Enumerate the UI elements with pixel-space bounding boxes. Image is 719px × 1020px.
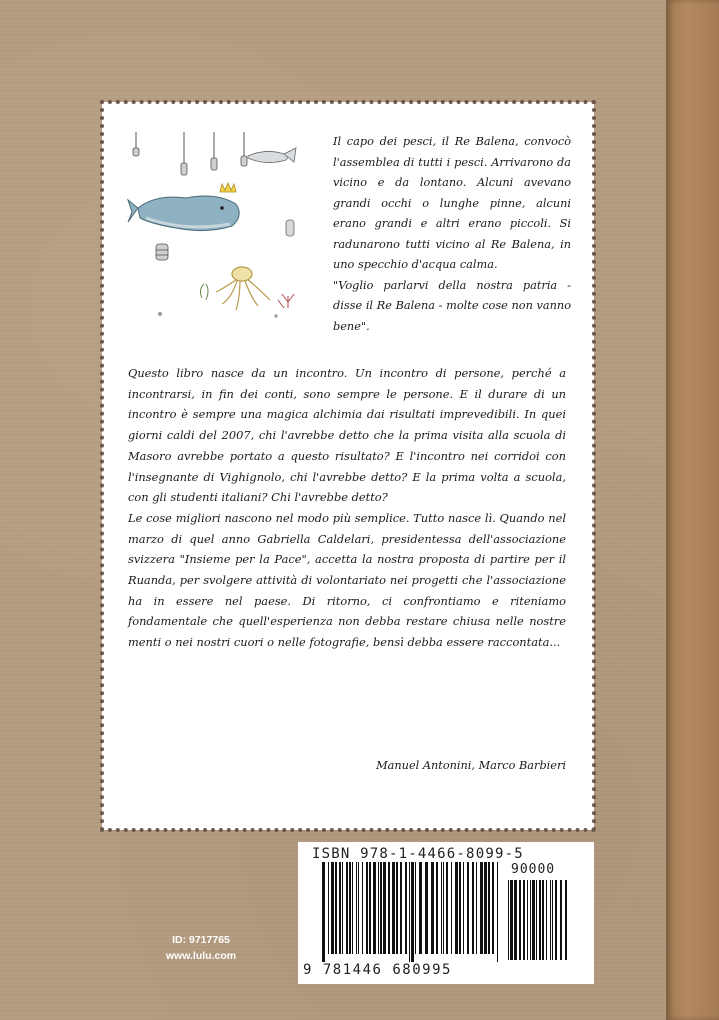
lulu-id: ID: 9717765	[172, 934, 230, 946]
barcode-bar	[362, 862, 363, 954]
small-creature-right	[286, 220, 294, 236]
barcode-bar	[514, 880, 517, 960]
barcode-bar	[519, 880, 521, 960]
barcode-bar	[476, 862, 477, 954]
authors-signature: Manuel Antonini, Marco Barbieri	[376, 759, 566, 772]
barcode-bar	[392, 862, 395, 954]
barcode-bar	[388, 862, 390, 954]
barcode-bar	[455, 862, 458, 954]
barcode-bar	[342, 862, 343, 954]
barcode-bar	[425, 862, 428, 954]
story-paragraph-2: "Voglio parlarvi della nostra patria - disse il Re Balena - molte cose non vanno bene".	[333, 278, 571, 333]
barcode-bar	[373, 862, 376, 954]
barcode-bar	[467, 862, 469, 954]
isbn-label: ISBN 978-1-4466-8099-5	[312, 846, 524, 862]
barcode-bar	[436, 862, 438, 954]
barcode-bar	[463, 862, 464, 954]
barcode-bar	[356, 862, 357, 954]
barcode-bar	[396, 862, 398, 954]
barcode-bar	[335, 862, 337, 954]
price-code: 90000	[511, 862, 556, 877]
whale-illustration	[126, 128, 316, 320]
barcode-bar	[419, 862, 422, 954]
coral-octopus	[216, 267, 270, 310]
barcode-bar	[322, 862, 325, 962]
barcode-bar	[369, 862, 371, 954]
barcode-bar	[536, 880, 537, 960]
hooks	[133, 148, 247, 175]
barcode-bar	[550, 880, 551, 960]
barcode-bar	[409, 862, 410, 962]
barcode-bar	[492, 862, 494, 954]
barcode-bar	[565, 880, 567, 960]
barcode-bar	[508, 880, 509, 960]
barcode-digits: 9 781446 680995	[303, 962, 452, 978]
intro-paragraph-1: Questo libro nasce da un incontro. Un incontro di persone, perché a incontrarsi, in fin dei conti, sono sempre le persone. E il durare di un incontro è sempre una magica alchimia dai risultati imprevedibili. In quei giorni caldi del 2007, chi l'avrebbe detto che la prima visita alla scuola di Masoro avrebbe portato a questo risultato? E l'incontro nei corridoi con l'insegnante di Vighignolo, chi l'avrebbe detto? E la prima volta a scuola, con gli studenti italiani? Chi l'avrebbe detto?	[128, 366, 566, 505]
barcode-bar	[546, 880, 547, 960]
barcode-bar	[349, 862, 351, 954]
barcode-bar	[555, 880, 557, 960]
lulu-url: www.lulu.com	[165, 950, 237, 962]
barcode-bar	[488, 862, 490, 954]
barcode-bar	[523, 880, 525, 960]
barcode-bar	[331, 862, 334, 954]
seaweed	[200, 284, 208, 300]
barcode-bar	[530, 880, 531, 960]
barcode-bar	[527, 880, 528, 960]
crown	[220, 183, 236, 192]
barcode-bar	[431, 862, 434, 954]
barcode-bar	[497, 862, 498, 962]
barcode-bar	[472, 862, 474, 954]
story-excerpt	[333, 132, 571, 337]
barcode-bar	[328, 862, 329, 954]
red-coral	[278, 294, 294, 308]
barcode-bar	[484, 862, 487, 954]
barcode-bar	[380, 862, 382, 954]
ean-barcode	[322, 862, 500, 962]
small-stone	[158, 312, 278, 318]
barcode-bar	[411, 862, 414, 962]
barcode-bar	[441, 862, 442, 954]
story-paragraph-1: Il capo dei pesci, il Re Balena, convocò l'assemblea di tutti i pesci. Arrivarono da vicino e da lontano. Alcuni avevano grandi occhi o lunghe pinne, alcuni erano grandi e altri erano piccoli. Si radunarono tutti vicino al Re Balena, in uno specchio d'acqua calma.	[333, 135, 571, 271]
barcode-bar	[446, 862, 448, 954]
barcode-bar	[352, 862, 353, 954]
barcode-bar	[346, 862, 348, 954]
barcode-bar	[532, 880, 535, 960]
barcode-bar	[400, 862, 402, 954]
barcode-bar	[339, 862, 341, 954]
barcode-bar	[552, 880, 553, 960]
back-cover-text	[128, 363, 566, 653]
fishing-lines	[136, 132, 244, 164]
barcode-bar	[539, 880, 541, 960]
addon-barcode	[508, 880, 568, 968]
barcode-bar	[405, 862, 407, 954]
book-spine	[666, 0, 719, 1020]
barcode-bar	[443, 862, 444, 954]
barcode-bar	[366, 862, 368, 954]
barcode-bar	[459, 862, 461, 954]
barcode-bar	[560, 880, 562, 960]
barcode-bar	[358, 862, 359, 954]
whale	[128, 196, 239, 231]
small-fish	[248, 148, 296, 163]
barcode-bar	[480, 862, 483, 954]
barcode-bar	[451, 862, 452, 954]
barrel	[156, 244, 168, 260]
barcode-bar	[510, 880, 513, 960]
barcode-bar	[378, 862, 379, 954]
barcode-bar	[542, 880, 544, 960]
barcode-bar	[383, 862, 386, 954]
intro-paragraph-2: Le cose migliori nascono nel modo più semplice. Tutto nasce lì. Quando nel marzo di quel anno Gabriella Caldelari, presidentessa dell'associazione svizzera "Insieme per la Pace", accetta la nostra proposta di partire per il Ruanda, per svolgere attività di volontariato nei progetti che l'associazione ha in essere nel paese. Di ritorno, ci confrontiamo e riteniamo fondamentale che quell'esperienza non debba restare chiusa nelle nostre menti o nei nostri cuori o nelle fotografie, bensì debba essere raccontata...	[128, 510, 566, 650]
barcode-bar	[415, 862, 416, 954]
